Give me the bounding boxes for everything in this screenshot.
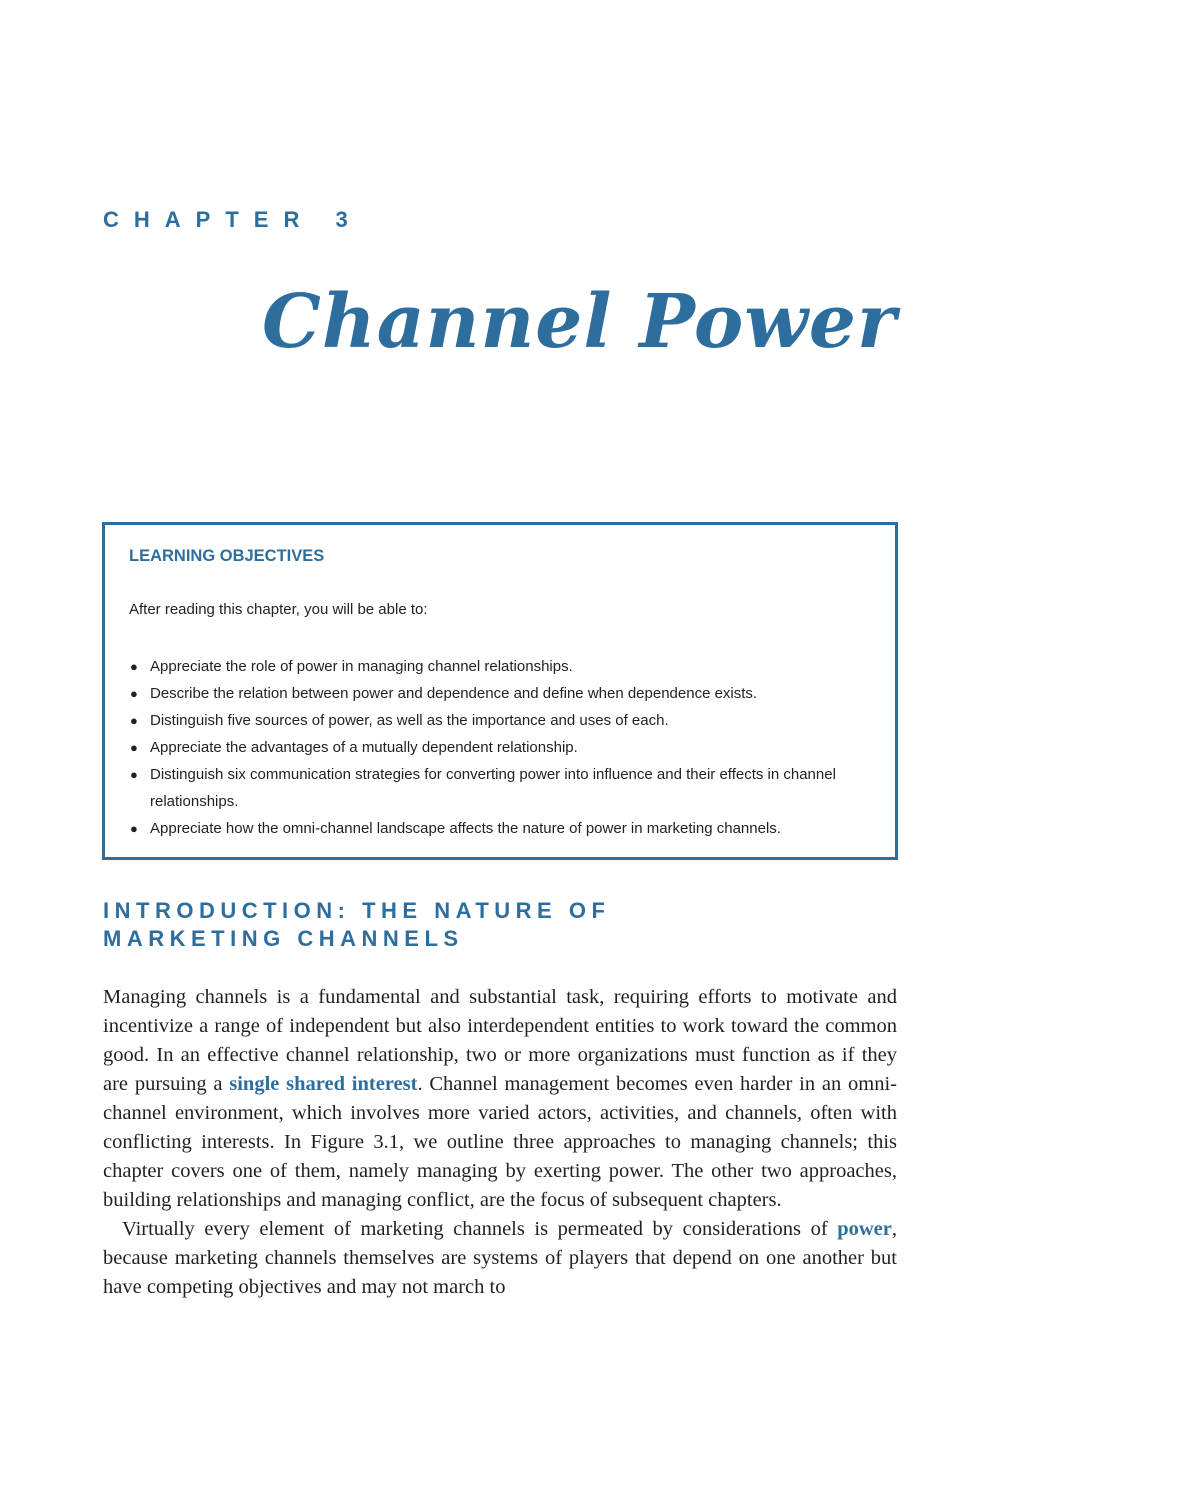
objective-item — [129, 653, 889, 680]
paragraph-text: Managing channels is a fundamental and substantial task, requiring efforts to motivate and incentivize a range of independent but also interdependent entities to work toward the common good. In an effective channel relationship, two or more organizations must function as if they are pursuing a — [103, 986, 897, 1095]
section-heading-line: MARKETING CHANNELS — [103, 926, 464, 951]
learning-objectives-box — [102, 522, 898, 860]
paragraph — [103, 1215, 897, 1302]
objective-item — [129, 761, 889, 815]
chapter-label: CHAPTER 3 — [103, 207, 363, 232]
paragraph-text: , because marketing channels themselves are systems of players that depend on one another but have competing objectives and may not march to — [103, 1218, 897, 1298]
body-text — [103, 983, 897, 1302]
bullet-icon: ● — [130, 740, 138, 755]
bullet-icon: ● — [130, 821, 138, 836]
chapter-title: Channel Power — [262, 279, 897, 365]
paragraph — [103, 983, 897, 1215]
key-term: power — [837, 1218, 892, 1240]
objective-text: Appreciate the advantages of a mutually dependent relationship. — [150, 739, 578, 756]
objective-item — [129, 680, 889, 707]
objective-item — [129, 815, 889, 842]
key-term: single shared interest — [229, 1073, 418, 1095]
bullet-icon: ● — [130, 686, 138, 701]
objective-text: Distinguish six communication strategies for converting power into influence and their effects in channel relationships. — [150, 766, 836, 810]
objective-item — [129, 707, 889, 734]
objective-text: Distinguish five sources of power, as well as the importance and uses of each. — [150, 712, 669, 729]
paragraph-text: . Channel management becomes even harder in an omni-channel environment, which involves more varied actors, activities, and channels, often with conflicting interests. In Figure 3.1, we outline three approaches to managing channels; this chapter covers one of them, namely managing by exerting power. The other two approaches, building relationships and managing conflict, are the focus of subsequent chapters. — [103, 1073, 897, 1211]
objective-item — [129, 734, 889, 761]
learning-objectives-list — [129, 653, 889, 842]
section-heading — [103, 897, 610, 953]
objective-text: Appreciate how the omni-channel landscape affects the nature of power in marketing channels. — [150, 820, 781, 837]
objective-text: Appreciate the role of power in managing channel relationships. — [150, 658, 573, 675]
objective-text: Describe the relation between power and dependence and define when dependence exists. — [150, 685, 758, 702]
learning-objectives-heading: LEARNING OBJECTIVES — [129, 547, 325, 565]
bullet-icon: ● — [130, 767, 138, 782]
bullet-icon: ● — [130, 713, 138, 728]
section-heading-line: INTRODUCTION: THE NATURE OF — [103, 898, 611, 923]
paragraph-text: Virtually every element of marketing channels is permeated by considerations of — [122, 1218, 838, 1240]
learning-objectives-intro: After reading this chapter, you will be able to: — [129, 601, 428, 618]
bullet-icon: ● — [130, 659, 138, 674]
